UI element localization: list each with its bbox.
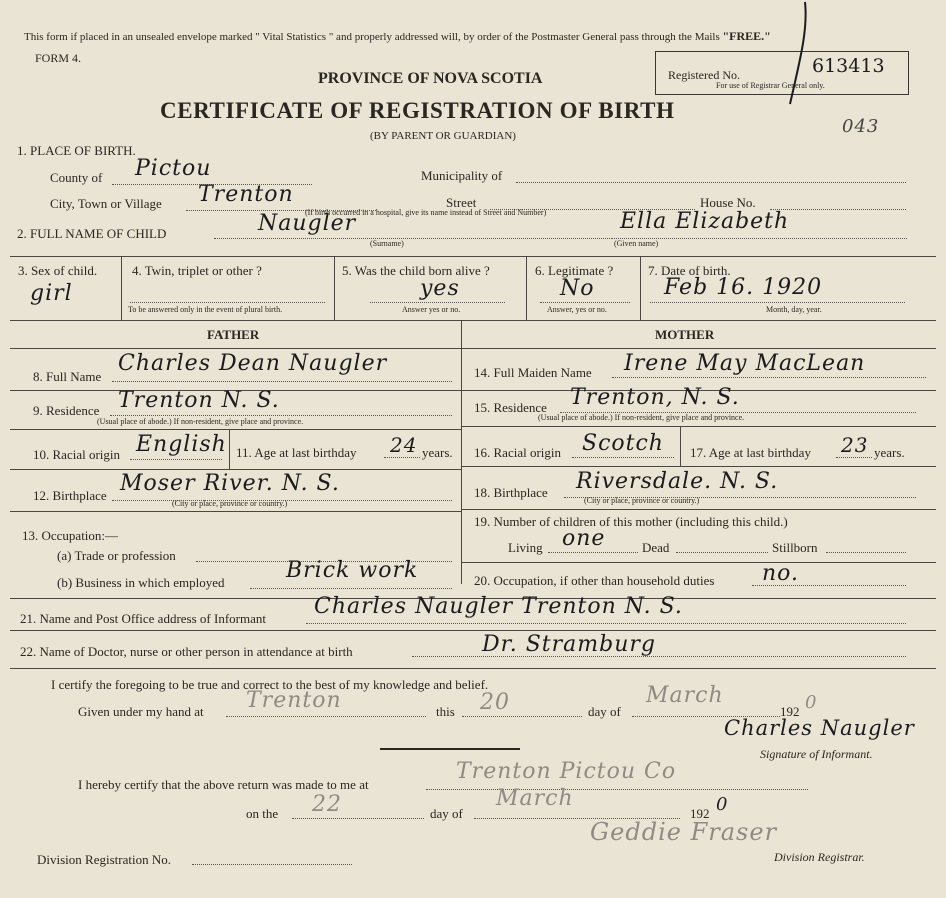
father-age-value: 24 <box>390 433 418 457</box>
registrar-signature-caption: Division Registrar. <box>774 850 865 864</box>
given-name-caption: (Given name) <box>614 239 659 248</box>
alive-label: 5. Was the child born alive ? <box>342 263 490 278</box>
business-label: (b) Business in which employed <box>57 575 225 590</box>
business-value: Brick work <box>286 558 419 583</box>
father-birthplace-caption: (City or place, province or country.) <box>172 499 288 508</box>
father-residence-caption: (Usual place of abode.) If non-resident, give place and province. <box>97 417 304 426</box>
father-racial-label: 10. Racial origin <box>33 447 121 462</box>
alive-caption: Answer yes or no. <box>402 305 461 314</box>
county-value: Pictou <box>135 156 212 181</box>
mother-birthplace-value: Riversdale. N. S. <box>576 469 779 494</box>
province-title: PROVINCE OF NOVA SCOTIA <box>318 70 543 87</box>
mother-name-label: 14. Full Maiden Name <box>474 365 592 380</box>
free-label: "FREE." <box>722 29 771 43</box>
doctor-value: Dr. Stramburg <box>482 632 656 657</box>
date-of-birth-label: 7. Date of birth. <box>648 263 731 278</box>
street-label: Street <box>446 195 477 210</box>
mother-birthplace-label: 18. Birthplace <box>474 485 548 500</box>
mother-occupation-label: 20. Occupation, if other than household duties <box>474 573 715 588</box>
registrar-day-label: day of <box>430 806 463 821</box>
certify-day-value: 20 <box>480 690 510 715</box>
mother-age-value: 23 <box>841 433 869 457</box>
mother-racial-value: Scotch <box>582 431 664 456</box>
dead-label: Dead <box>642 540 670 555</box>
children-count-label: 19. Number of children of this mother (including this child.) <box>474 514 788 529</box>
father-birthplace-value: Moser River. N. S. <box>120 471 340 496</box>
certify-day-label: day of <box>588 704 621 719</box>
mother-birthplace-caption: (City or place, province or country.) <box>584 496 700 505</box>
given-under-hand-label: Given under my hand at <box>78 704 204 719</box>
this-label: this <box>436 704 455 719</box>
twin-note: To be answered only in the event of plural birth. <box>128 305 283 314</box>
father-heading: FATHER <box>207 327 260 342</box>
margin-note: 043 <box>842 116 880 137</box>
father-residence-value: Trenton N. S. <box>118 388 280 413</box>
trade-label: (a) Trade or profession <box>57 548 176 563</box>
municipality-label: Municipality of <box>421 168 503 183</box>
informant-signature: Charles Naugler <box>724 716 915 740</box>
place-of-birth-heading: 1. PLACE OF BIRTH. <box>17 143 136 158</box>
return-place-value: Trenton Pictou Co <box>456 759 677 784</box>
mother-heading: MOTHER <box>655 327 715 342</box>
city-label: City, Town or Village <box>50 196 162 211</box>
mother-residence-caption: (Usual place of abode.) If non-resident, give place and province. <box>538 413 745 422</box>
city-value: Trenton <box>198 182 294 207</box>
mother-age-label: 17. Age at last birthday <box>690 445 811 460</box>
registered-number: 613413 <box>812 55 885 77</box>
child-name-label: 2. FULL NAME OF CHILD <box>17 226 167 241</box>
mother-residence-label: 15. Residence <box>474 400 547 415</box>
certify-year-suffix: 0 <box>805 692 818 713</box>
father-birthplace-label: 12. Birthplace <box>33 488 107 503</box>
sex-label: 3. Sex of child. <box>18 263 98 278</box>
date-caption: Month, day, year. <box>766 305 822 314</box>
doctor-label: 22. Name of Doctor, nurse or other person in attendance at birth <box>20 644 353 659</box>
certificate-title: CERTIFICATE OF REGISTRATION OF BIRTH <box>160 98 675 123</box>
mother-racial-label: 16. Racial origin <box>474 445 562 460</box>
form-number: FORM 4. <box>35 51 82 65</box>
mother-name-value: Irene May MacLean <box>624 351 866 376</box>
certify-year-prefix: 192 <box>780 704 800 719</box>
on-the-label: on the <box>246 806 279 821</box>
return-label: I hereby certify that the above return was made to me at <box>78 777 369 792</box>
father-occupation-label: 13. Occupation:— <box>22 528 119 543</box>
legitimate-caption: Answer, yes or no. <box>547 305 607 314</box>
legitimate-label: 6. Legitimate ? <box>535 263 614 278</box>
father-racial-value: English <box>136 432 227 457</box>
registrar-day-value: 22 <box>312 792 342 817</box>
surname-caption: (Surname) <box>370 239 404 248</box>
informant-label: 21. Name and Post Office address of Informant <box>20 611 266 626</box>
living-label: Living <box>508 540 543 555</box>
certify-month-value: March <box>646 683 724 708</box>
date-of-birth-value: Feb 16. 1920 <box>664 275 823 300</box>
certificate-subtitle: (BY PARENT OR GUARDIAN) <box>370 130 516 142</box>
county-label: County of <box>50 170 103 185</box>
registered-label: Registered No. <box>668 68 740 82</box>
living-value: one <box>562 526 606 551</box>
child-given-name-value: Ella Elizabeth <box>620 209 790 234</box>
father-name-label: 8. Full Name <box>33 369 102 384</box>
father-residence-label: 9. Residence <box>33 403 100 418</box>
registrar-use-note: For use of Registrar General only. <box>716 81 825 90</box>
father-age-label: 11. Age at last birthday <box>236 445 357 460</box>
informant-signature-caption: Signature of Informant. <box>760 747 873 761</box>
father-age-years: years. <box>422 445 453 460</box>
registrar-signature: Geddie Fraser <box>590 818 778 846</box>
registrar-month-value: March <box>496 786 574 811</box>
father-name-value: Charles Dean Naugler <box>118 351 388 376</box>
alive-value: yes <box>420 276 460 301</box>
mother-occupation-value: no. <box>762 561 800 586</box>
stillborn-label: Stillborn <box>772 540 818 555</box>
legitimate-value: No <box>560 276 595 301</box>
division-registration-label: Division Registration No. <box>37 852 171 867</box>
pen-stroke <box>770 0 810 110</box>
hospital-note: (If birth occurred in a hospital, give its name instead of Street and Number) <box>305 208 547 217</box>
certify-statement: I certify the foregoing to be true and correct to the best of my knowledge and belief. <box>51 677 489 692</box>
mother-residence-value: Trenton, N. S. <box>570 385 740 410</box>
child-surname-value: Naugler <box>258 211 357 236</box>
given-place-value: Trenton <box>246 688 342 713</box>
mother-age-years: years. <box>874 445 905 460</box>
registrar-year-prefix: 192 <box>690 806 710 821</box>
house-number-label: House No. <box>700 195 756 210</box>
postal-notice-text: This form if placed in an unsealed envelope marked " Vital Statistics " and properly addressed will, by order of the Postmaster General pass through the Mails <box>24 31 720 43</box>
twin-label: 4. Twin, triplet or other ? <box>132 263 262 278</box>
registrar-year-suffix: 0 <box>716 794 729 815</box>
sex-value: girl <box>30 281 73 306</box>
postal-notice <box>24 30 771 43</box>
informant-value: Charles Naugler Trenton N. S. <box>314 594 683 619</box>
